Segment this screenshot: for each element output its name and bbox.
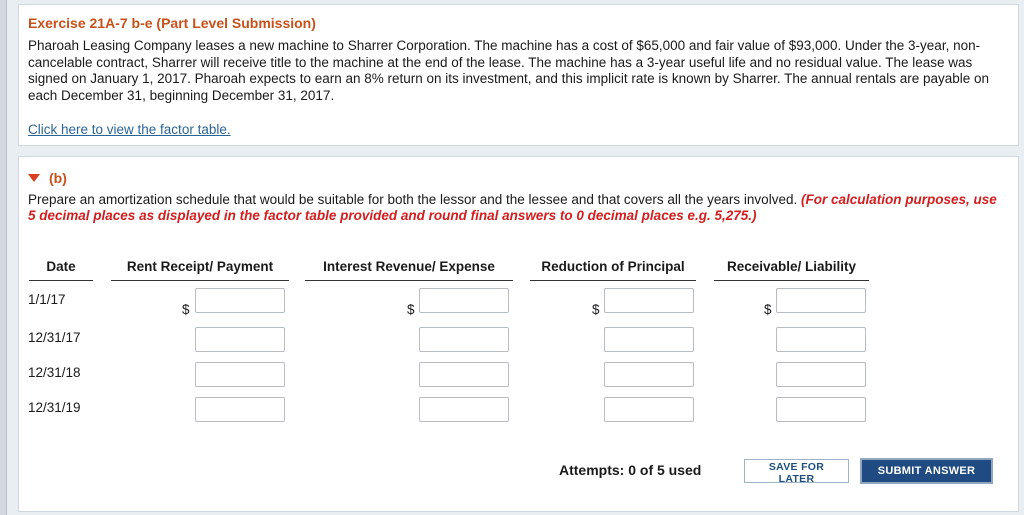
exercise-title: Exercise 21A-7 b-e (Part Level Submission) — [28, 15, 316, 31]
header-rent: Rent Receipt/ Payment — [111, 259, 289, 281]
principal-input-row1[interactable] — [604, 288, 694, 313]
interest-input-row3[interactable] — [419, 362, 509, 387]
receivable-input-row4[interactable] — [776, 397, 866, 422]
attempts-counter: Attempts: 0 of 5 used — [559, 462, 702, 478]
part-b-label: (b) — [49, 170, 67, 186]
row-date: 1/1/17 — [28, 292, 66, 307]
interest-input-row1[interactable] — [419, 288, 509, 313]
header-interest: Interest Revenue/ Expense — [305, 259, 513, 281]
currency-symbol: $ — [592, 302, 600, 317]
factor-table-link[interactable]: Click here to view the factor table. — [28, 122, 231, 137]
instructions-note: (For calculation purposes, use 5 decimal places as displayed in the factor table provided and round final answers to 0 decimal places e.g. 5,275.) — [28, 192, 997, 223]
principal-input-row3[interactable] — [604, 362, 694, 387]
receivable-input-row3[interactable] — [776, 362, 866, 387]
currency-symbol: $ — [764, 302, 772, 317]
currency-symbol: $ — [407, 302, 415, 317]
interest-input-row4[interactable] — [419, 397, 509, 422]
exercise-panel — [18, 4, 1019, 146]
caret-down-icon — [28, 174, 40, 182]
part-b-toggle[interactable] — [28, 170, 67, 186]
rent-input-row1[interactable] — [195, 288, 285, 313]
rent-input-row2[interactable] — [195, 327, 285, 352]
left-border — [0, 0, 7, 515]
header-principal: Reduction of Principal — [530, 259, 696, 281]
row-date: 12/31/17 — [28, 330, 81, 345]
header-date: Date — [29, 259, 93, 281]
principal-input-row4[interactable] — [604, 397, 694, 422]
exercise-description: Pharoah Leasing Company leases a new machine to Sharrer Corporation. The machine has a cost of $65,000 and fair value of $93,000. Under the 3-year, non-cancelable contract, Sharrer will receive title to the machine at the end of the lease. The machine has a 3-year useful life and no residual value. The lease was signed on January 1, 2017. Pharoah expects to earn an 8% return on its investment, and this implicit rate is known by Sharrer. The annual rentals are payable on each December 31, beginning December 31, 2017. — [28, 38, 990, 103]
header-receivable: Receivable/ Liability — [714, 259, 869, 281]
receivable-input-row2[interactable] — [776, 327, 866, 352]
save-for-later-button[interactable]: SAVE FOR LATER — [744, 459, 849, 483]
instructions-text: Prepare an amortization schedule that would be suitable for both the lessor and the lessee and that covers all the years involved. — [28, 192, 798, 207]
principal-input-row2[interactable] — [604, 327, 694, 352]
rent-input-row4[interactable] — [195, 397, 285, 422]
row-date: 12/31/18 — [28, 365, 81, 380]
part-b-instructions — [28, 192, 1003, 224]
row-date: 12/31/19 — [28, 400, 81, 415]
part-b-panel — [18, 156, 1019, 512]
rent-input-row3[interactable] — [195, 362, 285, 387]
currency-symbol: $ — [182, 302, 190, 317]
receivable-input-row1[interactable] — [776, 288, 866, 313]
interest-input-row2[interactable] — [419, 327, 509, 352]
submit-answer-button[interactable]: SUBMIT ANSWER — [860, 458, 993, 484]
